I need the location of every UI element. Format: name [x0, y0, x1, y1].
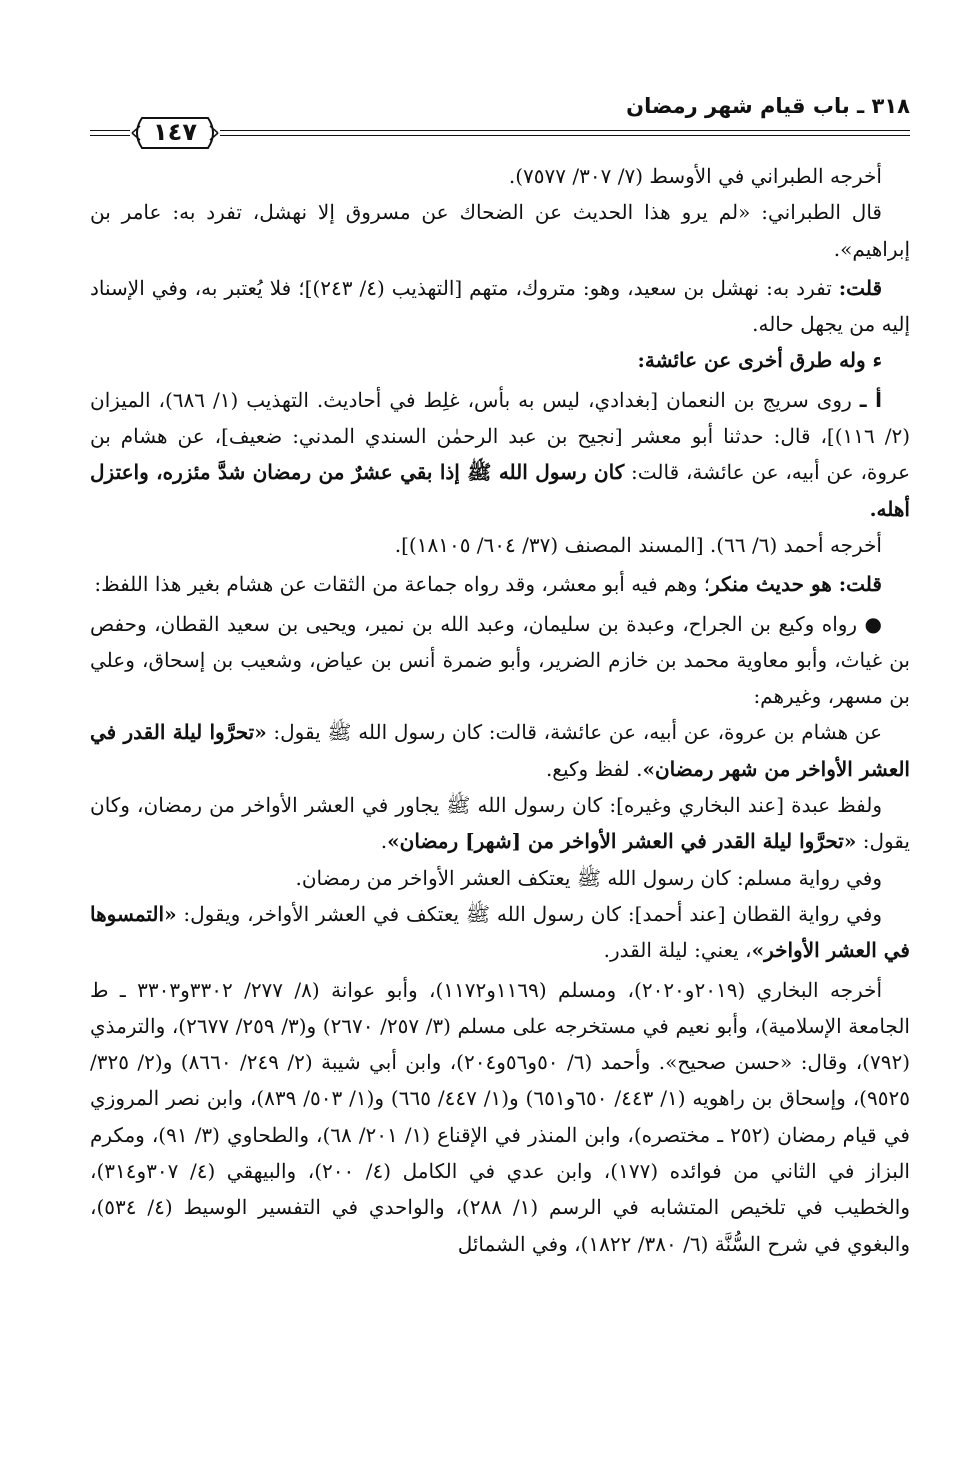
paragraph-text: عن هشام بن عروة، عن أبيه، عن عائشة، قالت: كان رسول الله ﷺ يقول: [266, 720, 883, 745]
paragraph-text: ؛ وهم فيه أبو معشر، وقد رواه جماعة من الثقات عن هشام بغير هذا اللفظ: [94, 572, 711, 597]
paragraph: وفي رواية مسلم: كان رسول الله ﷺ يعتكف العشر الأواخر من رمضان. [295, 865, 882, 890]
hadith-text: كان رسول الله ﷺ إذا بقي عشرٌ من رمضان شدَّ مئزره، واعتزل أهله. [90, 460, 910, 521]
paragraph-label: أ ـ [859, 387, 882, 412]
paragraph [90, 566, 910, 602]
hadith-text: «التمسوها في العشر الأواخر» [90, 901, 910, 963]
paragraph: ● رواه وكيع بن الجراح، وعبدة بن سليمان، وعبد الله بن نمير، ويحيى بن سعيد القطان، وحفص بن غياث، وأبو معاوية محمد بن خازم الضرير، وأبو ضمرة أنس بن عياض، وشعيب بن إسحاق، وعلي بن مسهر، وغيرهم: [90, 611, 910, 709]
paragraph-label: قلت: [838, 275, 882, 300]
running-title: ٣١٨ ـ باب قيام شهر رمضان [626, 94, 910, 118]
paragraph [90, 787, 910, 860]
header-rule [90, 130, 130, 131]
page-number-ornament [130, 114, 220, 152]
paragraph: أخرجه الطبراني في الأوسط (٧/ ٣٠٧/ ٧٥٧٧). [508, 164, 882, 188]
main-text [90, 158, 910, 1262]
hadith-text: «تحرَّوا ليلة القدر في العشر الأواخر من شهر رمضان» [90, 720, 910, 781]
paragraph-text: وفي رواية القطان [عند أحمد]: كان رسول الله ﷺ يعتكف في العشر الأواخر، ويقول: [176, 901, 882, 926]
header-rule [220, 135, 910, 136]
paragraph: أخرجه البخاري (٢٠١٩و٢٠٢٠)، ومسلم (١١٦٩و١١٧٢)، وأبو عوانة (٨/ ٢٧٧/ ٣٣٠٢و٣٣٠٣ ـ ط الجامعة الإسلامية)، وأبو نعيم في مستخرجه على مسلم (٣/ ٢٥٧/ ٢٦٧٠) و(٣/ ٢٥٩/ ٢٦٧٧)، والترمذي (٧٩٢)، وقال: «حسن صحيح». وأحمد (٦/ ٥٠و٥٦و٢٠٤)، وابن أبي شيبة (٢/ ٢٤٩/ ٨٦٦٠) و(٢/ ٣٢٥/ ٩٥٢٥)، وإسحاق بن راهويه (١/ ٤٤٣/ ٦٥٠و٦٥١) و(١/ ٤٤٧/ ٦٦٥) و(١/ ٥٠٣/ ٨٣٩)، وابن نصر المروزي في قيام رمضان (٢٥٢ ـ مختصره)، وابن المنذر في الإقناع (١/ ٢٠١/ ٦٨)، والطحاوي (٣/ ٩١)، ومكرم البزاز في الثاني من فوائده (١٧٧)، وابن عدي في الكامل (٤/ ٢٠٠)، والبيهقي (٤/ ٣٠٧و٣١٤)، والخطيب في تلخيص المتشابه في الرسم (١/ ٢٨٨)، والواحدي في التفسير الوسيط (٤/ ٥٣٤)، والبغوي في شرح السُّنَّة (٦/ ٣٨٠/ ١٨٢٢)، وفي الشمائل [90, 977, 910, 1256]
paragraph [90, 270, 910, 343]
hadith-text: «تحرَّوا ليلة القدر في العشر الأواخر من [شهر] رمضان» [387, 829, 857, 854]
paragraph-text: ولفظ عبدة [عند البخاري وغيره]: كان رسول الله ﷺ يجاور في العشر الأواخر من رمضان، وكان يقول: [90, 793, 910, 854]
header-rule [220, 130, 910, 131]
paragraph [90, 382, 910, 527]
paragraph-label: قلت: هو حديث منكر [710, 572, 882, 597]
page-number: ١٤٧ [153, 118, 197, 146]
paragraph-text: ، يعني: ليلة القدر. [603, 938, 752, 963]
page-header [90, 90, 910, 146]
header-rule [90, 135, 130, 136]
paragraph-text: . لفظ وكيع. [545, 756, 643, 781]
paragraph-text: تفرد به: نهشل بن سعيد، وهو: متروك، متهم [التهذيب (٤/ ٢٤٣)]؛ فلا يُعتبر به، وفي الإسناد إليه من يجهل حاله. [90, 275, 910, 337]
paragraph: قال الطبراني: «لم يرو هذا الحديث عن الضحاك عن مسروق إلا نهشل، تفرد به: عامر بن إبراهيم». [90, 200, 910, 261]
section-heading: ﺀ وله طرق أخرى عن عائشة: [637, 348, 882, 373]
paragraph-text: روى سريج بن النعمان [بغدادي، ليس به بأس، غلِط في أحاديث. التهذيب (١/ ٦٨٦)، الميزان (٢/ ١١٦)]، قال: حدثنا أبو معشر [نجيح بن عبد الرحمٰن السندي المدني: ضعيف]، عن هشام بن عروة، عن أبيه، عن عائشة، قالت: [90, 387, 910, 485]
paragraph [90, 896, 910, 969]
paragraph-text: . [380, 829, 388, 854]
paragraph [90, 714, 910, 787]
paragraph: أخرجه أحمد (٦/ ٦٦). [المسند المصنف (٣٧/ ٦٠٤/ ١٨١٠٥)]. [394, 532, 882, 557]
